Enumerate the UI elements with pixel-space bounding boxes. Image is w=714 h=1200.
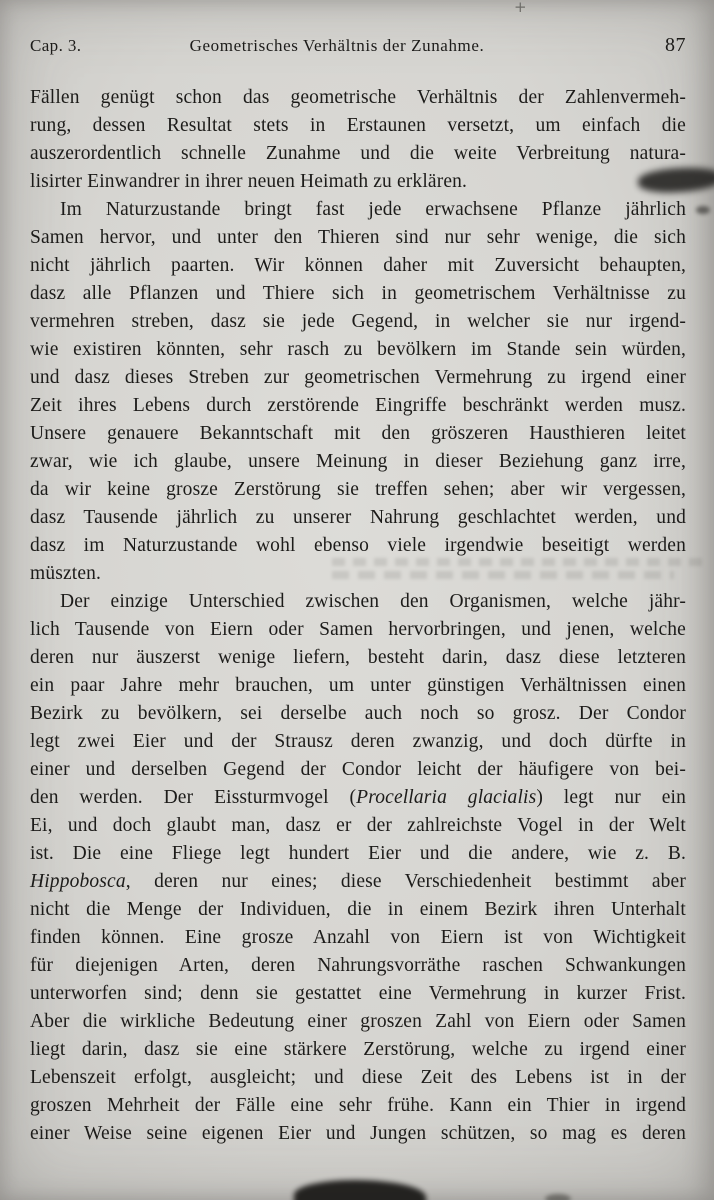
text-segment: Bezirk zu bevölkern, sei derselbe auch noch so grosz. Der Condor — [30, 703, 686, 724]
text-line — [30, 588, 686, 616]
text-segment: dasz alle Pflanzen und Thiere sich in geometrischem Verhältnisse zu — [30, 283, 686, 304]
text-line — [30, 420, 686, 448]
text-segment: zwar, wie ich glaube, unsere Meinung in dieser Beziehung ganz irre, — [30, 451, 686, 472]
text-segment: Fällen genügt schon das geometrische Verhältnis der Zahlenvermeh- — [30, 87, 686, 108]
text-segment: ein paar Jahre mehr brauchen, um unter günstigen Verhältnissen einen — [30, 675, 686, 696]
text-line — [30, 700, 686, 728]
text-segment: unterworfen sind; denn sie gestattet eine Vermehrung in kurzer Frist. — [30, 983, 686, 1004]
text-segment: dasz Tausende jährlich zu unserer Nahrung geschlachtet werden, und — [30, 507, 686, 528]
text-line — [30, 1036, 686, 1064]
text-segment: Unsere genauere Bekanntschaft mit den gröszeren Hausthieren leitet — [30, 423, 686, 444]
running-title: Geometrisches Verhältnis der Zunahme. — [189, 36, 485, 55]
italic-text: Hippobosca — [30, 871, 126, 892]
text-line — [30, 336, 686, 364]
ink-dot-bottom-artifact — [545, 1194, 571, 1200]
text-line — [30, 1120, 686, 1148]
text-line — [30, 1008, 686, 1036]
text-line — [30, 868, 686, 896]
text-line — [30, 756, 686, 784]
text-segment: den werden. Der Eissturmvogel ( — [30, 787, 357, 808]
text-line — [30, 140, 686, 168]
text-line — [30, 224, 686, 252]
text-segment: Der einzige Unterschied zwischen den Organismen, welche jähr- — [60, 591, 686, 612]
text-line — [30, 952, 686, 980]
text-line — [30, 812, 686, 840]
text-line — [30, 504, 686, 532]
text-segment: Ei, und doch glaubt man, dasz er der zahlreichste Vogel in der Welt — [30, 815, 686, 836]
chapter-label: Cap. 3. — [30, 36, 82, 55]
text-segment: Samen hervor, und unter den Thieren sind nur sehr wenige, die sich — [30, 227, 686, 248]
text-segment: nicht jährlich paarten. Wir können daher mit Zuversicht behaupten, — [30, 255, 686, 276]
text-segment: legt zwei Eier und der Strausz deren zwanzig, und doch dürfte in — [30, 731, 686, 752]
text-line — [30, 448, 686, 476]
text-segment: rung, dessen Resultat stets in Erstaunen versetzt, um einfach die — [30, 115, 686, 136]
text-line — [30, 196, 686, 224]
page-header — [30, 34, 688, 60]
text-segment: einer Weise seine eigenen Eier und Jungen schützen, so mag es deren — [30, 1123, 686, 1144]
text-segment: auszerordentlich schnelle Zunahme und die weite Verbreitung natura- — [30, 143, 686, 164]
text-line — [30, 840, 686, 868]
text-segment: nicht die Menge der Individuen, die in einem Bezirk ihren Unterhalt — [30, 899, 686, 920]
text-segment: , deren nur eines; diese Verschiedenheit bestimmt aber — [125, 871, 686, 892]
text-line — [30, 1064, 686, 1092]
text-segment: Lebenszeit erfolgt, ausgleicht; und diese Zeit des Lebens ist in der — [30, 1067, 686, 1088]
text-segment: groszen Mehrheit der Fälle eine sehr frühe. Kann ein Thier in irgend — [30, 1095, 686, 1116]
text-line — [30, 1092, 686, 1120]
page-body — [30, 84, 686, 1148]
text-line — [30, 728, 686, 756]
text-line — [30, 308, 686, 336]
text-segment: wie existiren könnten, sehr rasch zu bevölkern im Stande sein würden, — [30, 339, 686, 360]
text-line — [30, 980, 686, 1008]
text-line — [30, 84, 686, 112]
text-segment: einer und derselben Gegend der Condor leicht der häufigere von bei- — [30, 759, 686, 780]
paragraph — [30, 196, 686, 588]
text-segment: und dasz dieses Streben zur geometrischen Vermehrung zu irgend einer — [30, 367, 686, 388]
text-line — [30, 280, 686, 308]
text-segment: finden können. Eine grosze Anzahl von Eiern ist von Wichtigkeit — [30, 927, 686, 948]
text-line — [30, 616, 686, 644]
italic-text: Procellaria glacialis — [356, 787, 537, 808]
text-segment: müszten. — [30, 563, 102, 584]
text-line — [30, 476, 686, 504]
text-line — [30, 896, 686, 924]
text-line — [30, 168, 686, 196]
text-segment: deren nur äuszerst wenige liefern, besteht darin, dasz diese letzteren — [30, 647, 686, 668]
showthrough-text-artifact — [332, 556, 704, 582]
text-line — [30, 112, 686, 140]
text-segment: Zeit ihres Lebens durch zerstörende Eingriffe beschränkt werden musz. — [30, 395, 686, 416]
page-number: 87 — [665, 34, 686, 56]
text-segment: ist. Die eine Fliege legt hundert Eier und die andere, wie z. B. — [30, 843, 686, 864]
text-line — [30, 644, 686, 672]
ink-smudge-bottom-artifact — [294, 1180, 426, 1200]
text-line — [30, 392, 686, 420]
paragraph — [30, 84, 686, 196]
text-segment: liegt darin, dasz sie eine stärkere Zerstörung, welche zu irgend einer — [30, 1039, 686, 1060]
text-segment: vermehren streben, dasz sie jede Gegend, in welcher sie nur irgend- — [30, 311, 686, 332]
text-segment: da wir keine grosze Zerstörung sie treffen sehen; aber wir vergessen, — [30, 479, 686, 500]
text-line — [30, 784, 686, 812]
text-segment: Aber die wirkliche Bedeutung einer groszen Zahl von Eiern oder Samen — [30, 1011, 686, 1032]
ink-dot-right-artifact — [696, 206, 710, 214]
text-segment: lich Tausende von Eiern oder Samen hervorbringen, und jenen, welche — [30, 619, 686, 640]
text-line — [30, 672, 686, 700]
text-segment: ) legt nur ein — [536, 787, 687, 808]
text-segment: für diejenigen Arten, deren Nahrungsvorräthe raschen Schwankungen — [30, 955, 686, 976]
paragraph — [30, 588, 686, 1148]
text-segment: lisirter Einwandrer in ihrer neuen Heimath zu erklären. — [30, 171, 468, 192]
text-line — [30, 252, 686, 280]
registration-cross-artifact: + — [514, 0, 527, 16]
text-segment: dasz im Naturzustande wohl ebenso viele irgendwie beseitigt werden — [30, 535, 686, 556]
text-line — [30, 924, 686, 952]
text-line — [30, 364, 686, 392]
text-segment: Im Naturzustande bringt fast jede erwachsene Pflanze jährlich — [60, 199, 686, 220]
